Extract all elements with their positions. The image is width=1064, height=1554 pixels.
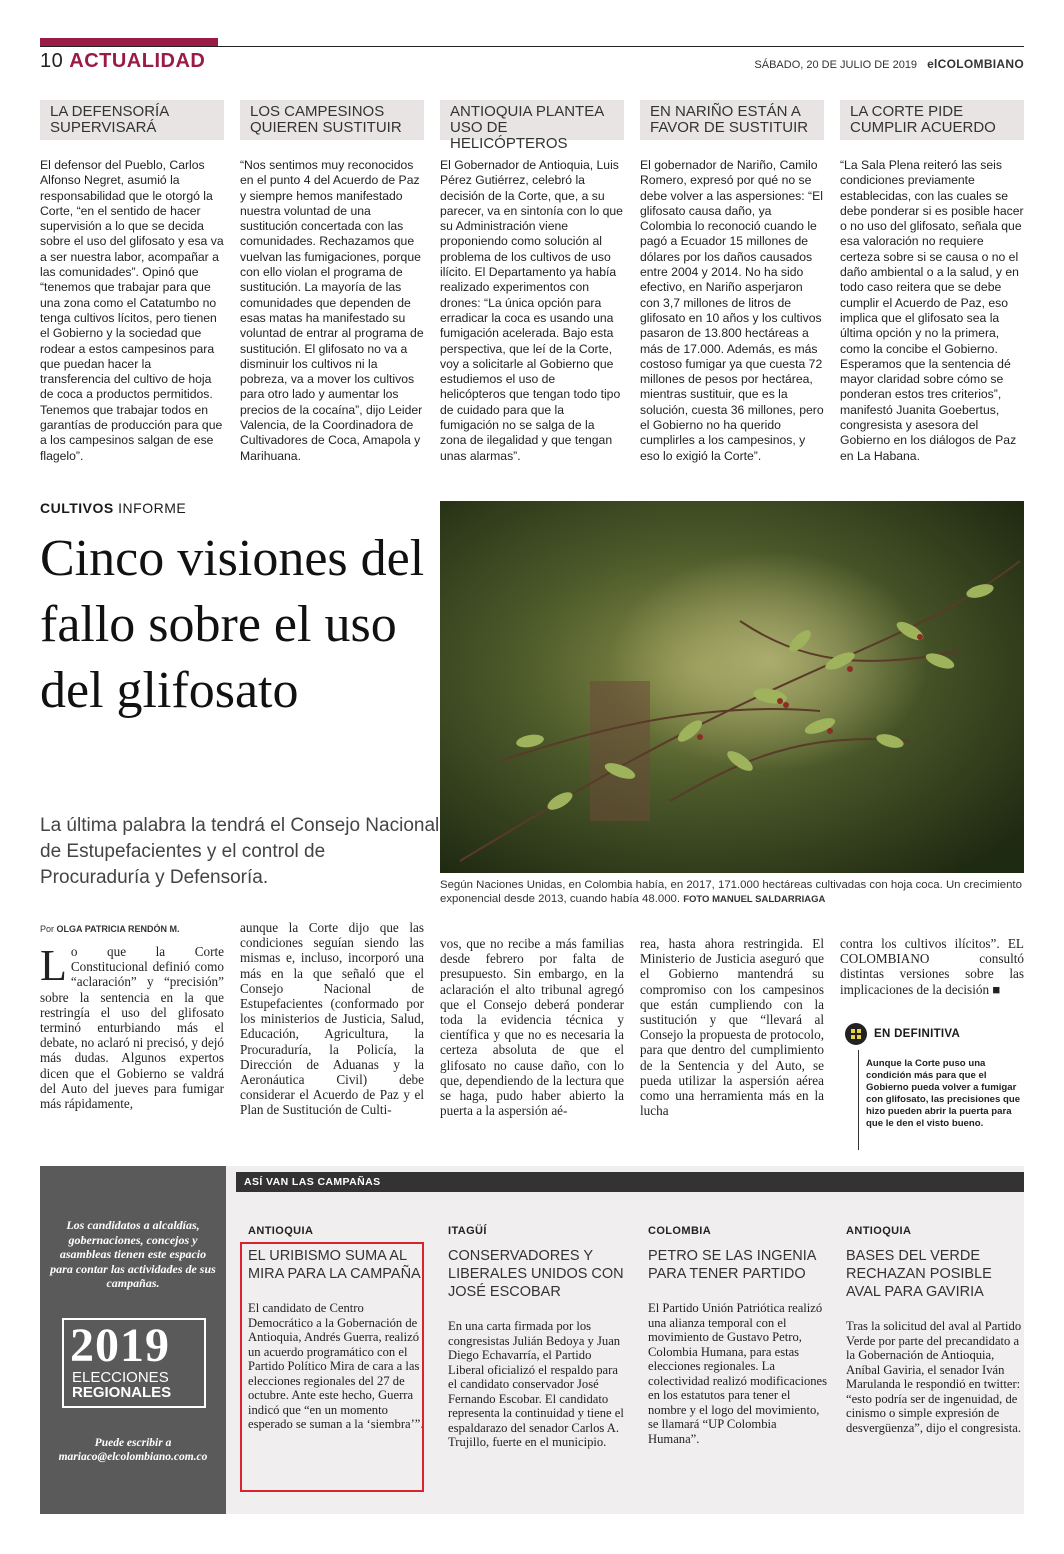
article-deck: La última palabra la tendrá el Consejo Nacional de Estupefacientes y el control de Procuraduría y Defensoría. [40, 815, 440, 888]
campaigns-bar [236, 1172, 1024, 1192]
box-title: LA CORTE PIDE CUMPLIR ACUERDO [840, 100, 1024, 140]
byline-author: OLGA PATRICIA RENDÓN M. [56, 924, 180, 934]
article-column-2: aunque la Corte dijo que las condiciones seguían siendo las mismas e, incluso, incorporó una más en la que señaló que el Consejo Nacional de Estupefacientes (conformado por los ministerios de Justicia, Salud, Educación, Agricultura, la Procuraduría, la Policía, la Dirección de Aduanas y la Aeronáutica Civil) debe considerar el Acuerdo de Paz y el Plan de Sustitución de Culti- [240, 920, 424, 1118]
campaign-item [648, 1225, 830, 1446]
campaign-body: Tras la solicitud del aval al Partido Verde por parte del precandidato a la Gobernación de Antioquia, Aníbal Gaviria, el senador Iván Marulanda le respondió en twitter: “esto podría ser de ingenuidad, de cinismo o simple expresión de desvergüenza”, dijo el congresista. [846, 1319, 1022, 1435]
article-column-1 [40, 941, 224, 1112]
box-title: ANTIOQUIA PLANTEA USO DE HELICÓPTEROS [440, 100, 624, 140]
definitiva-text: Aunque la Corte puso una condición más para que el Gobierno pueda volver a fumigar con glifosato, las precisiones que hizo pueden abrir la puerta para que le den el visto bueno. [866, 1058, 1021, 1129]
dropcap: L [40, 941, 67, 990]
highlight-box [240, 1242, 424, 1492]
issue-date: SÁBADO, 20 DE JULIO DE 2019 [754, 59, 918, 71]
article-column-3: vos, que no recibe a más familias desde febrero por falta de presupuesto. Sin embargo, en la aclaración el alto tribunal agregó que el Consejo deberá ponderar toda la evidencia técnica y científica y que no es necesaria la certeza absoluta de que el glifosato no cause daño, con lo que, dependiendo de la lectura que se haga, pudo haber abierto la puerta a la aspersión aé- [440, 936, 624, 1119]
photo-credit: FOTO MANUEL SALDARRIAGA [683, 894, 826, 905]
box-defensoria [40, 100, 224, 464]
box-antioquia [440, 100, 624, 464]
contact-email[interactable]: Puede escribir a mariaco@elcolombiano.com.co [58, 1437, 208, 1463]
photo-caption [440, 878, 1024, 907]
box-corte [840, 100, 1024, 464]
box-title: EN NARIÑO ESTÁN A FAVOR DE SUSTITUIR [640, 100, 824, 140]
campaign-body: El Partido Unión Patriótica realizó una alianza temporal con el movimiento de Gustavo Petro, Colombia Humana, para estas elecciones regionales. La colectividad realizó modificaciones en los estatutos para tener el nombre y el logo del movimiento, se llamará “UP Colombia Humana”. [648, 1301, 828, 1446]
logo-year: 2019 [70, 1319, 170, 1372]
caption-text: Según Naciones Unidas, en Colombia había, en 2017, 171.000 hectáreas cultivadas con hoja coca. Un crecimiento exponencial desde 2013, cuando había 48.000. [440, 879, 1022, 905]
campaign-item [448, 1225, 630, 1450]
campaign-body: En una carta firmada por los congresistas Julián Bedoya y Juan Diego Echavarría, el Partido Liberal oficializó el respaldo para el candidato conservador José Fernando Escobar. El candidato representa la continuidad y tiene el espaldarazo del senador Carlos A. Trujillo, fuerte en el municipio. [448, 1319, 624, 1449]
campaign-title: PETRO SE LAS INGENIA PARA TENER PARTIDO [648, 1248, 816, 1282]
article-kicker [40, 500, 186, 516]
article-photo [440, 501, 1024, 873]
definitiva-rule [858, 1050, 859, 1150]
logo-line-1: ELECCIONES [72, 1369, 169, 1386]
campaigns-bar-label: ASÍ VAN LAS CAMPAÑAS [244, 1176, 381, 1188]
box-narino [640, 100, 824, 464]
kicker-bold: CULTIVOS [40, 500, 114, 516]
campaign-title: CONSERVADORES Y LIBERALES UNIDOS CON JOSÉ ESCOBAR [448, 1248, 624, 1300]
campaign-region: ITAGÜÍ [448, 1225, 487, 1237]
box-body: El gobernador de Nariño, Camilo Romero, expresó por qué no se debe volver a las aspersiones: “El glifosato causa daño, ya Colombia lo reconoció cuando le pagó a Ecuador 15 millones de dólares por los daños causados entre 2004 y 2014. No ha sido efectivo, en Nariño asperjaron con 3,7 millones de litros de glifosato en 10 años y los cultivos pasaron de 13.800 hectáreas a más de 17.000. Además, es más costoso fumigar ya que cuesta 72 millones de pesos por hectárea, mientras sustituir, que es la solución, cuesta 36 millones, pero el Gobierno no ha querido cumplirles a los campesinos, y eso lo exigió la Corte”. [640, 158, 824, 463]
article-headline: Cinco visiones del fallo sobre el uso del glifosato [40, 530, 425, 719]
byline [40, 924, 180, 934]
box-title: LOS CAMPESINOS QUIEREN SUSTITUIR [240, 100, 424, 140]
campaign-item [846, 1225, 1028, 1435]
box-title: LA DEFENSORÍA SUPERVISARÁ [40, 100, 224, 140]
campaign-region: ANTIOQUIA [846, 1225, 912, 1237]
key-point-icon [844, 1022, 868, 1046]
page-number: 10 [40, 50, 64, 72]
section-name: ACTUALIDAD [69, 50, 206, 72]
campaign-region: ANTIOQUIA [248, 1225, 314, 1237]
article-column-5: contra los cultivos ilícitos”. EL COLOMBIANO consultó distintas versiones sobre las implicaciones de la decisión ■ [840, 936, 1024, 997]
header-accent-bar [40, 38, 218, 46]
kicker-light: INFORME [118, 500, 187, 516]
elections-logo [62, 1318, 206, 1408]
column-text: o que la Corte Constitucional definió como “aclaración” y “precisión” sobre la sentencia en la que restringía el uso del glifosato terminó enturbiando más el debate, no aclaró ni precisó, y dejó más dudas. Algunos expertos dicen que el Gobierno se valdrá del Auto del jueves para fumigar más rápidamente, [40, 944, 224, 1112]
campaign-region: COLOMBIA [648, 1225, 712, 1237]
campaigns-sidebar [40, 1166, 226, 1514]
article-column-4: rea, hasta ahora restringida. El Ministerio de Justicia aseguró que el Gobierno mantendrá su compromiso con los campesinos que están cumpliendo con la sustitución y que “llevará al Consejo la propuesta de protocolo, para que dentro del cumplimiento de la Sentencia y del Auto, se pueda utilizar la aspersión aérea como una herramienta más en la lucha [640, 936, 824, 1119]
byline-prefix: Por [40, 924, 55, 934]
definitiva-title: EN DEFINITIVA [874, 1028, 961, 1040]
page-header [40, 50, 205, 73]
logo-line-2: REGIONALES [72, 1384, 172, 1401]
campaign-title: BASES DEL VERDE RECHAZAN POSIBLE AVAL PARA GAVIRIA [846, 1248, 992, 1300]
date-header [754, 57, 1024, 71]
box-body: El defensor del Pueblo, Carlos Alfonso Negret, asumió la responsabilidad que le otorgó la Corte, “en el sentido de hacer supervisión a lo que se decida sobre el uso del glifosato y esa va a ser nuestra labor, acompañar a las comunidades”. Opinó que “tenemos que trabajar para que una zona como el Catatumbo no tenga cultivos lícitos, pero tienen el Gobierno y la sociedad que rodear a estos campesinos para que puedan hacer la transferencia del cultivo de hoja de coca a productos permitidos. Tenemos que trabajar todos en garantías de producción para que a los campesinos salgan de ese flagelo”. [40, 158, 224, 463]
campaign-title: EL URIBISMO SUMA AL MIRA PARA LA CAMPAÑA [248, 1248, 421, 1282]
box-body: “Nos sentimos muy reconocidos en el punto 4 del Acuerdo de Paz y siempre hemos manifestado nuestra voluntad de una sustitución concertada con las comunidades. Rechazamos que vuelvan las fumigaciones, porque con ello violan el programa de sustitución. La mayoría de las comunidades que dependen de esas matas ha manifestado su voluntad de entrar al programa de sustitución. El glifosato no va a disminuir los cultivos ni la pobreza, va a mover los cultivos para otro lado y aumentar los precios de la cocaína”, dijo Leider Valencia, de la Coordinadora de Cultivadores de Coca, Amapola y Marihuana. [240, 158, 424, 463]
sidebar-intro: Los candidatos a alcaldías, gobernaciones, concejos y asambleas tienen este espacio para contar las actividades de sus campañas. [50, 1218, 216, 1290]
box-campesinos [240, 100, 424, 464]
brand-logo: elCOLOMBIANO [927, 57, 1024, 71]
header-rule [40, 46, 1024, 47]
box-body: “La Sala Plena reiteró las seis condiciones previamente establecidas, con las cuales se debe ponderar si es posible hacer o no uso del glifosato, señala que esa valoración no requiere certeza sobre si se causa o no el daño ambiental o a la salud, y en todo caso reitera que se debe cumplir el Acuerdo de Paz, eso implica que el glifosato sea la última opción y no la primera, como la concibe el Gobierno. Esperamos que la sentencia dé mayor claridad sobre cómo se ponderan estos tres criterios”, manifestó Juanita Goebertus, congresista y asesora del Gobierno en los diálogos de Paz en La Habana. [840, 158, 1024, 463]
campaign-body: El candidato de Centro Democrático a la Gobernación de Antioquia, Andrés Guerra, realizó un acuerdo programático con el Partido Político Mira de cara a las elecciones regionales del 27 de octubre. Ante este hecho, Guerra indicó que “en un momento esperado se suman a la ‘siembra’”. [248, 1301, 424, 1431]
coca-plant-photo [440, 501, 1024, 873]
box-body: El Gobernador de Antioquia, Luis Pérez Gutiérrez, celebró la decisión de la Corte, que, a su parecer, va en sintonía con lo que su Administración viene proponiendo como solución al problema de los cultivos de uso ilícito. El Departamento ya había realizado experimentos con drones: “La única opción para erradicar la coca es usando una fumigación acelerada. Bajo esta perspectiva, que leí de la Corte, voy a solicitarle al Gobierno que estudiemos el uso de helicópteros que tengan todo tipo de cuidado para que la fumigación no se salga de la zona de ilegalidad y que tengan unas alarmas”. [440, 158, 623, 463]
